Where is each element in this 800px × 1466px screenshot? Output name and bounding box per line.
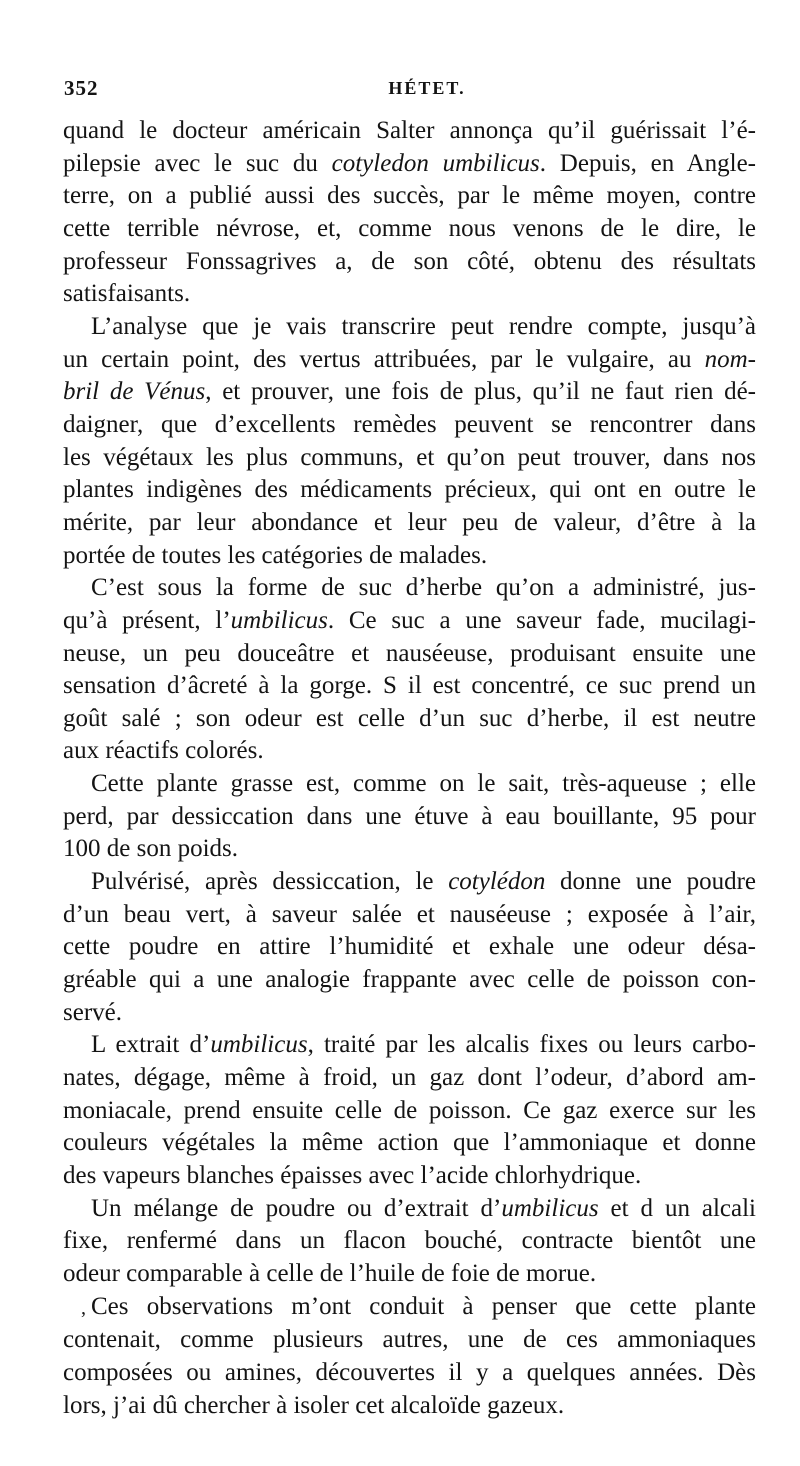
line-text: 100 de son poids. xyxy=(63,835,238,863)
line-text: sensation d’âcreté à la gorge. S il est concentré, ce suc prend un xyxy=(63,672,756,700)
line-text: cette terrible névrose, et, comme nous venons de le dire, le xyxy=(63,214,756,242)
text-line xyxy=(63,997,756,1030)
line-text: qu’à présent, l’ xyxy=(63,606,231,634)
line-text: composées ou amines, découvertes il y a quelques années. Dès xyxy=(63,1358,756,1386)
line-text: Pulvérisé, après dessiccation, le xyxy=(91,868,449,896)
page-number: 352 xyxy=(64,76,99,100)
line-text: gréable qui a une analogie frappante avec celle de poisson con- xyxy=(63,966,756,994)
line-text: un certain point, des vertus attribuées, par le vulgaire, au xyxy=(63,345,705,373)
line-text: quand le docteur américain Salter annonça qu’il guérissait l’é- xyxy=(63,117,756,144)
text-line xyxy=(63,801,756,834)
line-text: terre, on a publié aussi des succès, par le même moyen, contre xyxy=(63,182,756,210)
line-text: cette poudre en attire l’humidité et exhale une odeur désa- xyxy=(63,933,756,961)
line-text: contenait, comme plusieurs autres, une de ces ammoniaques xyxy=(63,1326,756,1354)
text-line xyxy=(63,1160,756,1193)
line-text: perd, par dessiccation dans une étuve à eau bouillante, 95 pour xyxy=(63,802,756,830)
text-line xyxy=(63,931,756,964)
text-line xyxy=(63,670,756,703)
line-text: C’est sous la forme de suc d’herbe qu’on a administré, jus- xyxy=(91,574,756,602)
text-line xyxy=(63,474,756,507)
text-line xyxy=(63,605,756,638)
text-line xyxy=(63,1193,756,1226)
line-text: mérite, par leur abondance et leur peu de valeur, d’être à la xyxy=(63,508,756,536)
running-head: HÉTET. xyxy=(388,78,466,98)
italic-term: nom- xyxy=(704,345,756,373)
line-text: L’analyse que je vais transcrire peut rendre compte, jusqu’à xyxy=(91,312,756,340)
line-text: et d un alcali xyxy=(598,1194,756,1222)
text-line xyxy=(63,703,756,736)
text-line xyxy=(63,866,756,899)
text-line xyxy=(63,1324,756,1357)
text-line xyxy=(63,507,756,540)
italic-term: umbilicus xyxy=(501,1194,599,1222)
text-line xyxy=(63,899,756,932)
text-line: , Ces observations m’ont conduit à penser que cette plante xyxy=(81,1292,756,1320)
text-line xyxy=(63,1390,756,1423)
line-text: Un mélange de poudre ou d’extrait d’ xyxy=(91,1194,502,1222)
line-text: Ces observations m’ont conduit à penser que cette plante xyxy=(91,1292,756,1320)
text-line xyxy=(63,833,756,866)
text-line xyxy=(63,376,756,409)
text-line xyxy=(63,1357,756,1390)
text-line xyxy=(63,442,756,475)
body-text xyxy=(63,115,756,1422)
line-text: daigner, que d’excellents remèdes peuvent se rencontrer dans xyxy=(63,410,756,438)
text-line xyxy=(63,735,756,768)
line-text: donne une poudre xyxy=(545,868,756,896)
italic-term: umbilicus xyxy=(230,606,328,634)
page-header xyxy=(64,76,760,106)
line-text: nates, dégage, même à froid, un gaz dont l’odeur, d’abord am- xyxy=(63,1064,756,1092)
text-line xyxy=(63,1225,756,1258)
line-text: Cette plante grasse est, comme on le sait, très-aqueuse ; elle xyxy=(91,770,756,798)
text-line xyxy=(63,246,756,279)
italic-term: umbilicus xyxy=(210,1031,308,1059)
line-text: plantes indigènes des médicaments précieux, qui ont en outre le xyxy=(63,476,756,504)
line-text: lors, j’ai dû chercher à isoler cet alcaloïde gazeux. xyxy=(63,1391,565,1419)
line-text: . Ce suc a une saveur fade, mucilagi- xyxy=(327,606,757,634)
text-line xyxy=(63,278,756,311)
text-line xyxy=(63,540,756,573)
line-text: odeur comparable à celle de l’huile de foie de morue. xyxy=(63,1259,597,1287)
line-text: d’un beau vert, à saveur salée et nauséeuse ; exposée à l’air, xyxy=(63,900,756,928)
line-text: professeur Fonssagrives a, de son côté, obtenu des résultats xyxy=(63,247,756,275)
text-line xyxy=(63,1062,756,1095)
line-text: aux réactifs colorés. xyxy=(63,737,264,765)
line-text: goût salé ; son odeur est celle d’un suc d’herbe, il est neutre xyxy=(63,704,756,732)
line-text: moniacale, prend ensuite celle de poisson. Ce gaz exerce sur les xyxy=(63,1096,756,1124)
line-text: portée de toutes les catégories de malades. xyxy=(63,541,488,569)
line-text: satisfaisants. xyxy=(63,280,191,308)
text-line xyxy=(63,768,756,801)
line-text: , et prouver, une fois de plus, qu’il ne faut rien dé- xyxy=(205,378,756,406)
italic-term: bril de Vénus xyxy=(63,378,206,406)
text-line xyxy=(63,115,756,148)
text-line xyxy=(63,148,756,181)
line-text: fixe, renfermé dans un flacon bouché, contracte bientôt une xyxy=(63,1227,756,1255)
text-line xyxy=(63,1029,756,1062)
text-line xyxy=(63,344,756,377)
line-text: couleurs végétales la même action que l’ammoniaque et donne xyxy=(63,1129,756,1157)
line-text: des vapeurs blanches épaisses avec l’acide chlorhydrique. xyxy=(63,1162,642,1189)
line-text: les végétaux les plus communs, et qu’on peut trouver, dans nos xyxy=(63,443,756,471)
italic-term: cotyledon umbilicus xyxy=(331,149,540,177)
text-line xyxy=(63,1127,756,1160)
text-line xyxy=(63,1095,756,1128)
line-text: servé. xyxy=(63,998,122,1026)
line-text: , traité par les alcalis fixes ou leurs carbo- xyxy=(307,1031,756,1059)
text-line xyxy=(63,213,756,246)
text-line xyxy=(63,964,756,997)
text-line xyxy=(63,409,756,442)
line-text: . Depuis, en Angle- xyxy=(539,149,756,177)
text-line xyxy=(63,572,756,605)
text-line xyxy=(63,311,756,344)
line-text: L extrait d’ xyxy=(91,1031,211,1059)
italic-term: cotylédon xyxy=(448,868,546,896)
text-line xyxy=(63,638,756,671)
line-text: neuse, un peu douceâtre et nauséeuse, produisant ensuite une xyxy=(63,639,756,667)
text-line xyxy=(63,1258,756,1291)
text-line xyxy=(63,180,756,213)
line-text: pilepsie avec le suc du xyxy=(63,149,332,177)
